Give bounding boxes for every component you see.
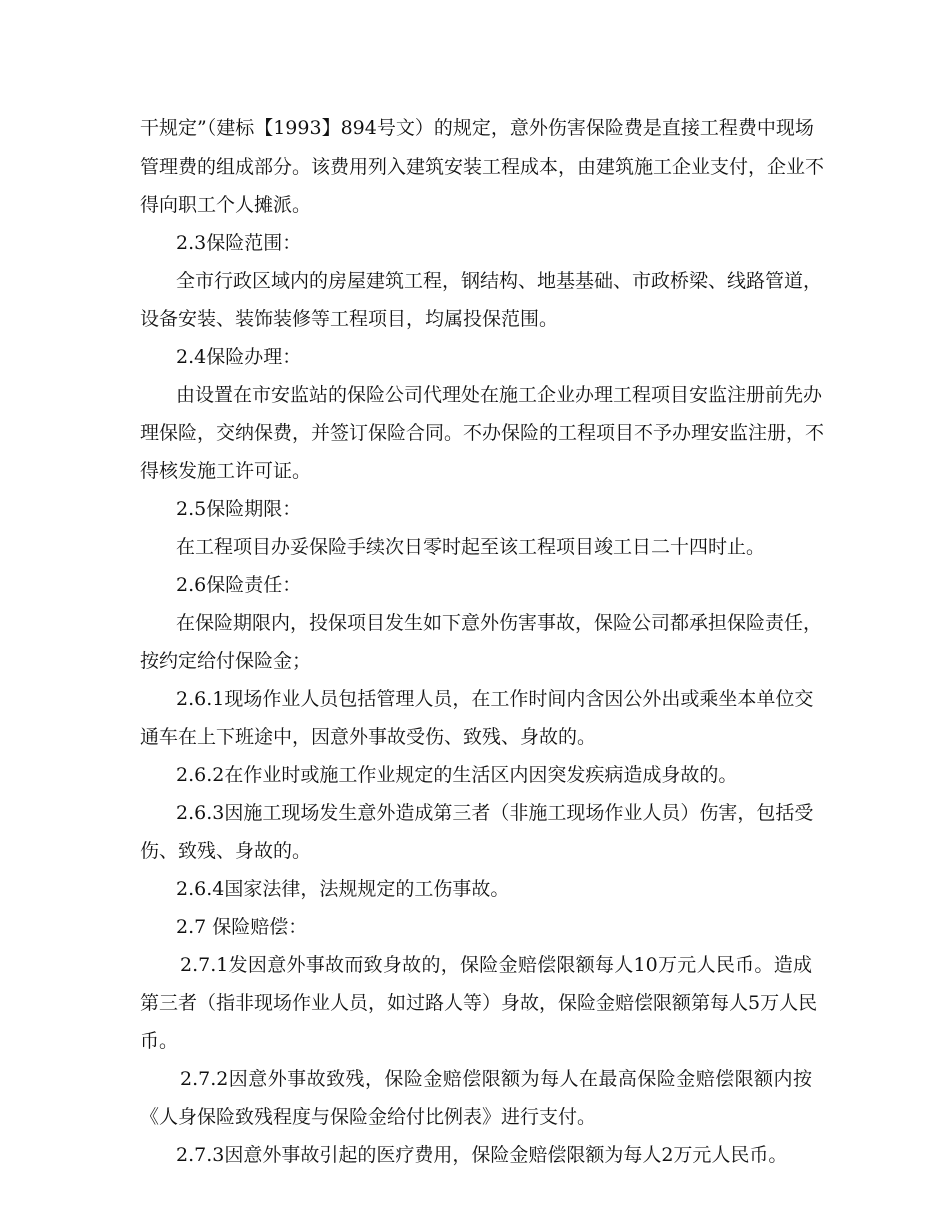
section-heading: 2.3保险范围： bbox=[176, 232, 302, 254]
text-line: 干规定”（建标【1993】894号文）的规定，意外伤害保险费是直接工程费中现场 bbox=[140, 117, 814, 139]
section-heading: 2.4保险办理： bbox=[176, 346, 302, 368]
text-line: 2.7.2因意外事故致残，保险金赔偿限额为每人在最高保险金赔偿限额内按 bbox=[180, 1068, 812, 1090]
text-line: 理保险，交纳保费，并签订保险合同。不办保险的工程项目不予办理安监注册，不 bbox=[140, 422, 825, 444]
section-heading: 2.5保险期限： bbox=[176, 498, 302, 520]
text-line: 2.6.1现场作业人员包括管理人员，在工作时间内含因公外出或乘坐本单位交 bbox=[176, 688, 814, 710]
text-line: 在保险期限内，投保项目发生如下意外伤害事故，保险公司都承担保险责任， bbox=[176, 612, 823, 634]
text-line: 伤、致残、身故的。 bbox=[140, 840, 312, 862]
section-heading: 2.6保险责任： bbox=[176, 574, 302, 596]
section-heading: 2.7 保险赔偿： bbox=[176, 916, 308, 938]
text-line: 由设置在市安监站的保险公司代理处在施工企业办理工程项目安监注册前先办 bbox=[176, 384, 823, 406]
text-line: 设备安装、装饰装修等工程项目，均属投保范围。 bbox=[140, 308, 559, 330]
text-line: 通车在上下班途中，因意外事故受伤、致残、身故的。 bbox=[140, 726, 597, 748]
text-line: 在工程项目办妥保险手续次日零时起至该工程项目竣工日二十四时止。 bbox=[176, 536, 766, 558]
text-line: 按约定给付保险金； bbox=[140, 650, 312, 672]
text-line: 2.7.3因意外事故引起的医疗费用，保险金赔偿限额为每人2万元人民币。 bbox=[176, 1144, 788, 1166]
text-line: 第三者（指非现场作业人员，如过路人等）身故，保险金赔偿限额第每人5万人民 bbox=[140, 992, 818, 1014]
text-line: 2.6.3因施工现场发生意外造成第三者（非施工现场作业人员）伤害，包括受 bbox=[176, 802, 814, 824]
text-line: 币。 bbox=[140, 1030, 179, 1052]
text-line: 得核发施工许可证。 bbox=[140, 460, 312, 482]
text-line: 2.6.4国家法律，法规规定的工伤事故。 bbox=[176, 878, 510, 900]
text-line: 《人身保险致残程度与保险金给付比例表》进行支付。 bbox=[140, 1106, 597, 1128]
text-line: 全市行政区域内的房屋建筑工程，钢结构、地基基础、市政桥梁、线路管道， bbox=[176, 270, 823, 292]
text-line: 2.6.2在作业时或施工作业规定的生活区内因突发疾病造成身故的。 bbox=[176, 764, 738, 786]
text-line: 得向职工个人摊派。 bbox=[140, 194, 312, 216]
text-line: 管理费的组成部分。该费用列入建筑安装工程成本，由建筑施工企业支付，企业不 bbox=[140, 156, 825, 178]
text-line: 2.7.1发因意外事故而致身故的，保险金赔偿限额每人10万元人民币。造成 bbox=[180, 954, 812, 976]
